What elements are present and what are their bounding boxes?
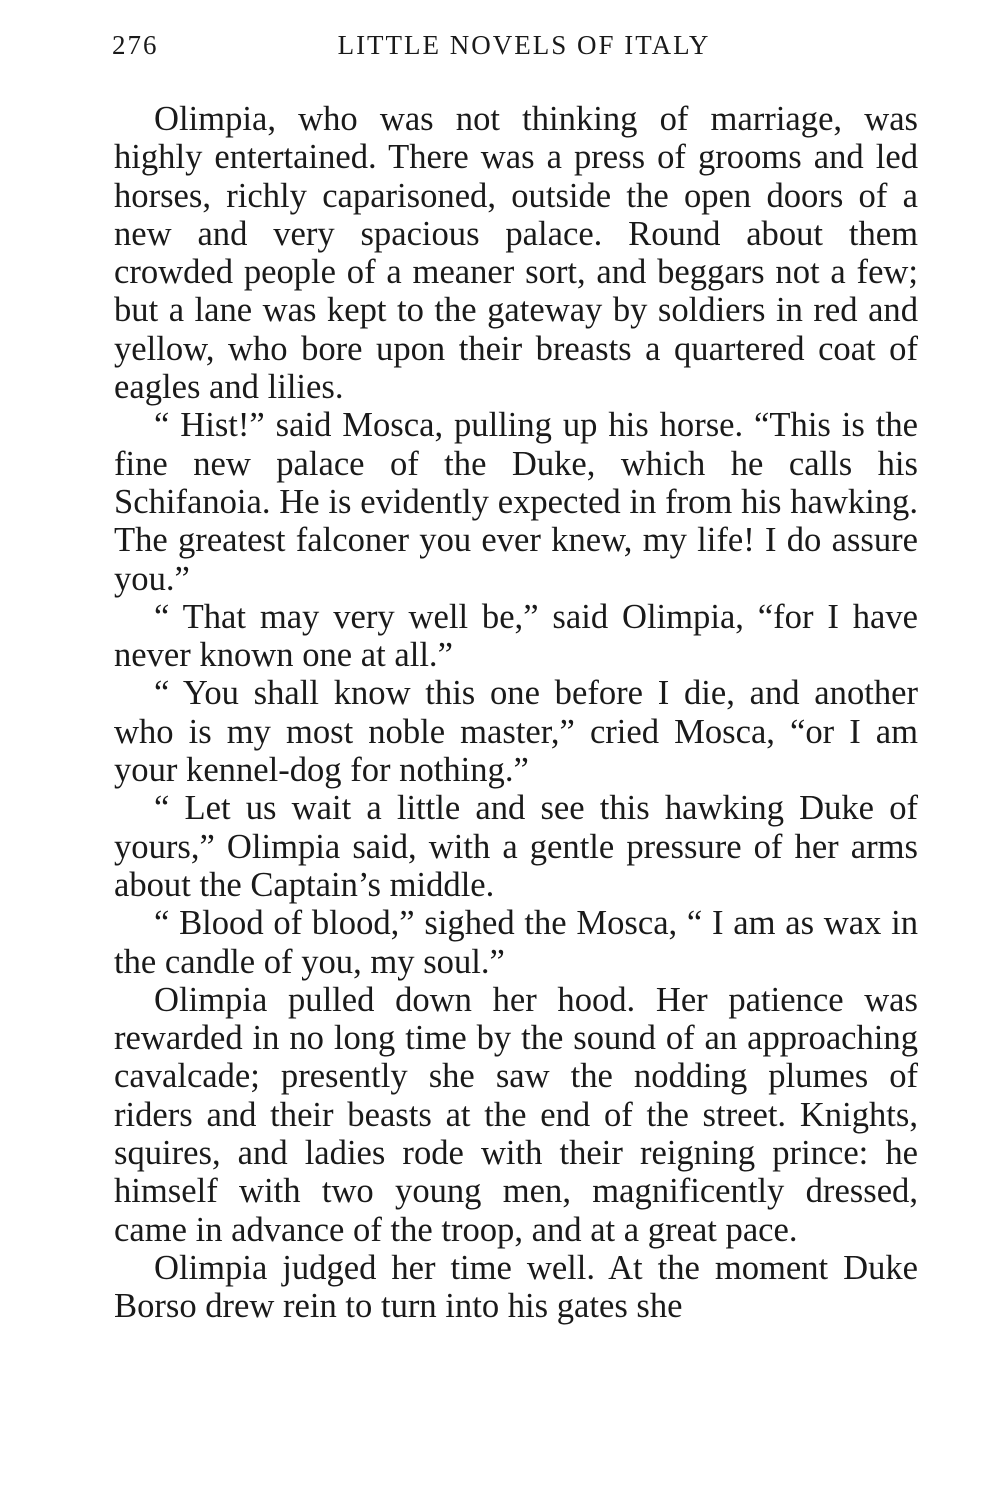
paragraph: Olimpia pulled down her hood. Her patience was rewarded in no long time by the sound of an approaching cavalcade; presently she saw the nodding plumes of riders and their beasts at the end of the street. Knights, squires, and ladies rode with their reigning prince: he himself with two young men, magnificently dressed, came in advance of the troop, and at a great pace. bbox=[114, 980, 918, 1249]
running-head bbox=[112, 30, 916, 70]
body-text bbox=[114, 100, 918, 1326]
paragraph: “ That may very well be,” said Olimpia, “for I have never known one at all.” bbox=[114, 597, 918, 675]
paragraph: “ Hist!” said Mosca, pulling up his horse. “This is the fine new palace of the Duke, which he calls his Schifanoia. He is evidently expected in from his hawking. The greatest falconer you ever knew, my life! I do assure you.” bbox=[114, 406, 918, 598]
paragraph: Olimpia judged her time well. At the moment Duke Borso drew rein to turn into his gates she bbox=[114, 1248, 918, 1326]
paragraph: Olimpia, who was not thinking of marriage, was highly entertained. There was a press of grooms and led horses, richly caparisoned, outside the open doors of a new and very spacious palace. Round about them crowded people of a meaner sort, and beggars not a few; but a lane was kept to the gateway by soldiers in red and yellow, who bore upon their breasts a quartered coat of eagles and lilies. bbox=[114, 100, 918, 407]
paragraph: “ Blood of blood,” sighed the Mosca, “ I am as wax in the candle of you, my soul.” bbox=[114, 904, 918, 981]
book-title: LITTLE NOVELS OF ITALY bbox=[337, 30, 711, 60]
paragraph: “ You shall know this one before I die, and another who is my most noble master,” cried Mosca, “or I am your kennel-dog for nothing.” bbox=[114, 674, 918, 790]
page-number: 276 bbox=[112, 30, 159, 60]
paragraph: “ Let us wait a little and see this hawking Duke of yours,” Olimpia said, with a gentle pressure of her arms about the Captain’s middle. bbox=[114, 789, 918, 904]
